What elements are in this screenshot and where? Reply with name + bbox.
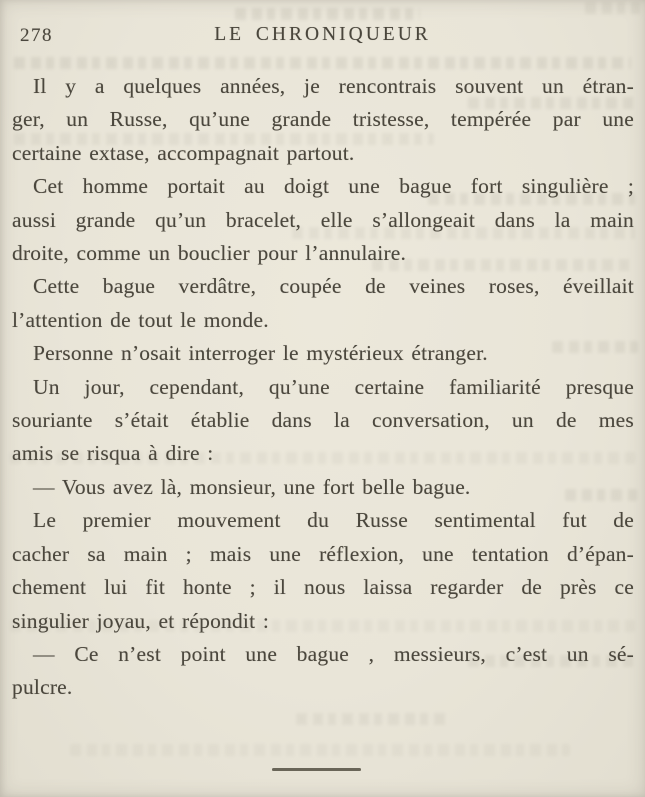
text-line: Cet homme portait au doigt une bague fort singulière ; — [33, 174, 634, 199]
paragraph — [12, 371, 634, 471]
text-line: Personne n’osait interroger le mystérieux étranger. — [33, 341, 488, 366]
bleed-through-artifact — [70, 744, 570, 756]
text-line: certaine extase, accompagnait partout. — [12, 140, 355, 165]
bleed-through-artifact — [296, 713, 446, 725]
text-line: l’attention de tout le monde. — [12, 307, 269, 332]
text-line: singulier joyau, et répondit : — [12, 608, 270, 633]
paragraph — [12, 170, 634, 270]
text-line: droite, comme un bouclier pour l’annulaire. — [12, 241, 407, 266]
text-line: Il y a quelques années, je rencontrais souvent un étran- — [33, 74, 634, 98]
paragraph — [12, 337, 634, 370]
text-line: amis se risqua à dire : — [12, 441, 214, 466]
bleed-through-artifact — [14, 57, 631, 69]
text-line: pulcre. — [12, 675, 73, 700]
page-header — [0, 24, 645, 50]
paragraph — [12, 638, 634, 705]
text-line: Le premier mouvement du Russe sentimental fut de — [33, 508, 634, 533]
text-line: aussi grande qu’un bracelet, elle s’allongeait dans la main — [12, 207, 634, 232]
bleed-through-artifact — [585, 2, 640, 14]
text-line: Un jour, cependant, qu’une certaine familiarité presque — [33, 374, 634, 399]
text-line: — Vous avez là, monsieur, une fort belle bague. — [33, 474, 471, 499]
text-line: chement lui fit honte ; il nous laissa regarder de près ce — [12, 575, 634, 600]
text-line: cacher sa main ; mais une réflexion, une tentation d’épan- — [12, 541, 634, 566]
end-divider — [272, 768, 361, 771]
paragraph — [12, 70, 634, 170]
text-line: souriante s’était établie dans la conversation, un de mes — [12, 408, 634, 433]
text-line: — Ce n’est point une bague , messieurs, c’est un sé- — [33, 641, 634, 666]
page-number: 278 — [20, 25, 53, 46]
paragraph — [12, 471, 634, 504]
text-line: ger, un Russe, qu’une grande tristesse, tempérée par une — [12, 107, 634, 132]
text-line: Cette bague verdâtre, coupée de veines roses, éveillait — [33, 274, 634, 299]
paragraph — [12, 270, 634, 337]
page-body — [12, 70, 634, 705]
running-title: LE CHRONIQUEUR — [214, 24, 431, 45]
paragraph — [12, 504, 634, 638]
bleed-through-artifact — [235, 8, 420, 20]
